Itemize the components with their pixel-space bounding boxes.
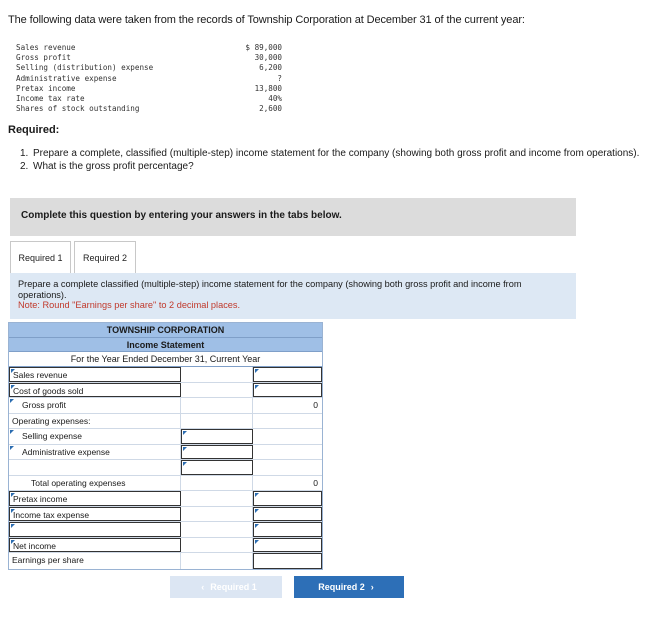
selling-expense-input[interactable] bbox=[181, 429, 253, 444]
dropdown-marker-icon bbox=[10, 399, 14, 403]
dropdown-marker-icon bbox=[255, 509, 259, 513]
empty-cell bbox=[253, 429, 322, 444]
table-row bbox=[9, 476, 322, 492]
admin-expense-input[interactable] bbox=[181, 445, 253, 460]
data-row: Gross profit 30,000 bbox=[16, 53, 282, 63]
empty-cell bbox=[181, 398, 253, 413]
complete-banner bbox=[10, 198, 576, 236]
list-item: 1. Prepare a complete, classified (multiple-step) income statement for the company (showing both gross profit and income from operations). bbox=[20, 148, 640, 159]
empty-cell bbox=[181, 507, 253, 522]
instructions-text: Prepare a complete classified (multiple-step) income statement for the company (showing both gross profit and income from operations). bbox=[18, 279, 522, 300]
data-row: Administrative expense ? bbox=[16, 73, 282, 83]
empty-cell bbox=[181, 476, 253, 491]
table-row bbox=[9, 538, 322, 554]
dropdown-marker-icon bbox=[255, 385, 259, 389]
requirements-list bbox=[20, 148, 640, 173]
gross-profit-value: 0 bbox=[313, 400, 318, 410]
empty-cell bbox=[253, 445, 322, 460]
empty-cell bbox=[181, 491, 253, 506]
dropdown-marker-icon bbox=[11, 540, 15, 544]
blank-label-input[interactable] bbox=[9, 522, 181, 537]
given-data-table bbox=[16, 43, 282, 114]
sales-revenue-label[interactable]: Sales revenue bbox=[9, 367, 181, 382]
empty-cell bbox=[253, 460, 322, 475]
dropdown-marker-icon bbox=[255, 540, 259, 544]
data-row: Pretax income 13,800 bbox=[16, 83, 282, 93]
cogs-input[interactable] bbox=[253, 383, 322, 398]
table-row bbox=[9, 414, 322, 430]
dropdown-marker-icon bbox=[183, 447, 187, 451]
eps-input[interactable] bbox=[253, 553, 322, 569]
dropdown-marker-icon bbox=[255, 524, 259, 528]
table-row bbox=[9, 553, 322, 569]
total-operating-value: 0 bbox=[313, 477, 318, 488]
table-row bbox=[9, 367, 322, 383]
chevron-right-icon: › bbox=[370, 582, 374, 592]
complete-text: Complete this question by entering your answers in the tabs below. bbox=[21, 210, 342, 221]
dropdown-marker-icon bbox=[10, 446, 14, 450]
table-row bbox=[9, 507, 322, 523]
table-row bbox=[9, 398, 322, 414]
income-tax-label[interactable]: Income tax expense bbox=[9, 507, 181, 522]
dropdown-marker-icon bbox=[255, 493, 259, 497]
admin-expense-label: Administrative expense bbox=[9, 445, 181, 460]
instructions-box bbox=[10, 273, 576, 319]
dropdown-marker-icon bbox=[255, 369, 259, 373]
empty-cell bbox=[181, 553, 253, 569]
statement-company: TOWNSHIP CORPORATION bbox=[9, 323, 322, 338]
data-row: Selling (distribution) expense 6,200 bbox=[16, 63, 282, 73]
net-income-input[interactable] bbox=[253, 538, 322, 553]
intro-text: The following data were taken from the records of Township Corporation at December 31 of the current year: bbox=[8, 14, 525, 26]
statement-period: For the Year Ended December 31, Current Year bbox=[9, 352, 322, 367]
list-item: 2. What is the gross profit percentage? bbox=[20, 161, 194, 172]
statement-title: Income Statement bbox=[9, 338, 322, 352]
dropdown-marker-icon bbox=[11, 509, 15, 513]
dropdown-marker-icon bbox=[10, 430, 14, 434]
empty-cell bbox=[181, 367, 253, 382]
sales-revenue-input[interactable] bbox=[253, 367, 322, 382]
pretax-income-input[interactable] bbox=[253, 491, 322, 506]
empty-cell bbox=[181, 522, 253, 537]
cogs-label[interactable]: Cost of goods sold bbox=[9, 383, 181, 398]
table-row bbox=[9, 383, 322, 399]
instructions-note: Note: Round "Earnings per share" to 2 decimal places. bbox=[18, 300, 241, 310]
empty-cell bbox=[181, 414, 253, 429]
table-row bbox=[9, 491, 322, 507]
income-tax-input[interactable] bbox=[253, 507, 322, 522]
table-row bbox=[9, 460, 322, 476]
prev-button[interactable]: ‹ Required 1 bbox=[170, 576, 282, 598]
selling-expense-label: Selling expense bbox=[9, 429, 181, 444]
empty-cell bbox=[253, 414, 322, 429]
empty-cell bbox=[181, 538, 253, 553]
table-row bbox=[9, 445, 322, 461]
tab-required-2[interactable]: Required 2 bbox=[74, 241, 136, 273]
empty-cell bbox=[181, 383, 253, 398]
dropdown-marker-icon bbox=[11, 493, 15, 497]
required-heading: Required: bbox=[8, 124, 60, 136]
total-operating-label: Total operating expenses bbox=[9, 476, 181, 491]
net-income-label[interactable]: Net income bbox=[9, 538, 181, 553]
dropdown-marker-icon bbox=[11, 369, 15, 373]
next-button[interactable]: Required 2 › bbox=[294, 576, 404, 598]
pretax-income-label[interactable]: Pretax income bbox=[9, 491, 181, 506]
tab-required-1[interactable]: Required 1 bbox=[10, 241, 71, 273]
eps-label: Earnings per share bbox=[9, 553, 181, 569]
table-row bbox=[9, 429, 322, 445]
dropdown-marker-icon bbox=[183, 431, 187, 435]
dropdown-marker-icon bbox=[183, 462, 187, 466]
dropdown-marker-icon bbox=[11, 524, 15, 528]
income-statement bbox=[8, 322, 323, 570]
operating-expenses-label: Operating expenses: bbox=[9, 414, 181, 429]
empty-label-cell bbox=[9, 460, 181, 475]
gross-profit-label: Gross profit bbox=[9, 398, 181, 413]
data-row: Shares of stock outstanding 2,600 bbox=[16, 104, 282, 114]
data-row: Income tax rate 40% bbox=[16, 93, 282, 103]
blank-value-input[interactable] bbox=[253, 522, 322, 537]
data-row: Sales revenue $ 89,000 bbox=[16, 43, 282, 52]
dropdown-marker-icon bbox=[11, 385, 15, 389]
extra-expense-input[interactable] bbox=[181, 460, 253, 475]
table-row bbox=[9, 522, 322, 538]
chevron-left-icon: ‹ bbox=[201, 582, 205, 592]
